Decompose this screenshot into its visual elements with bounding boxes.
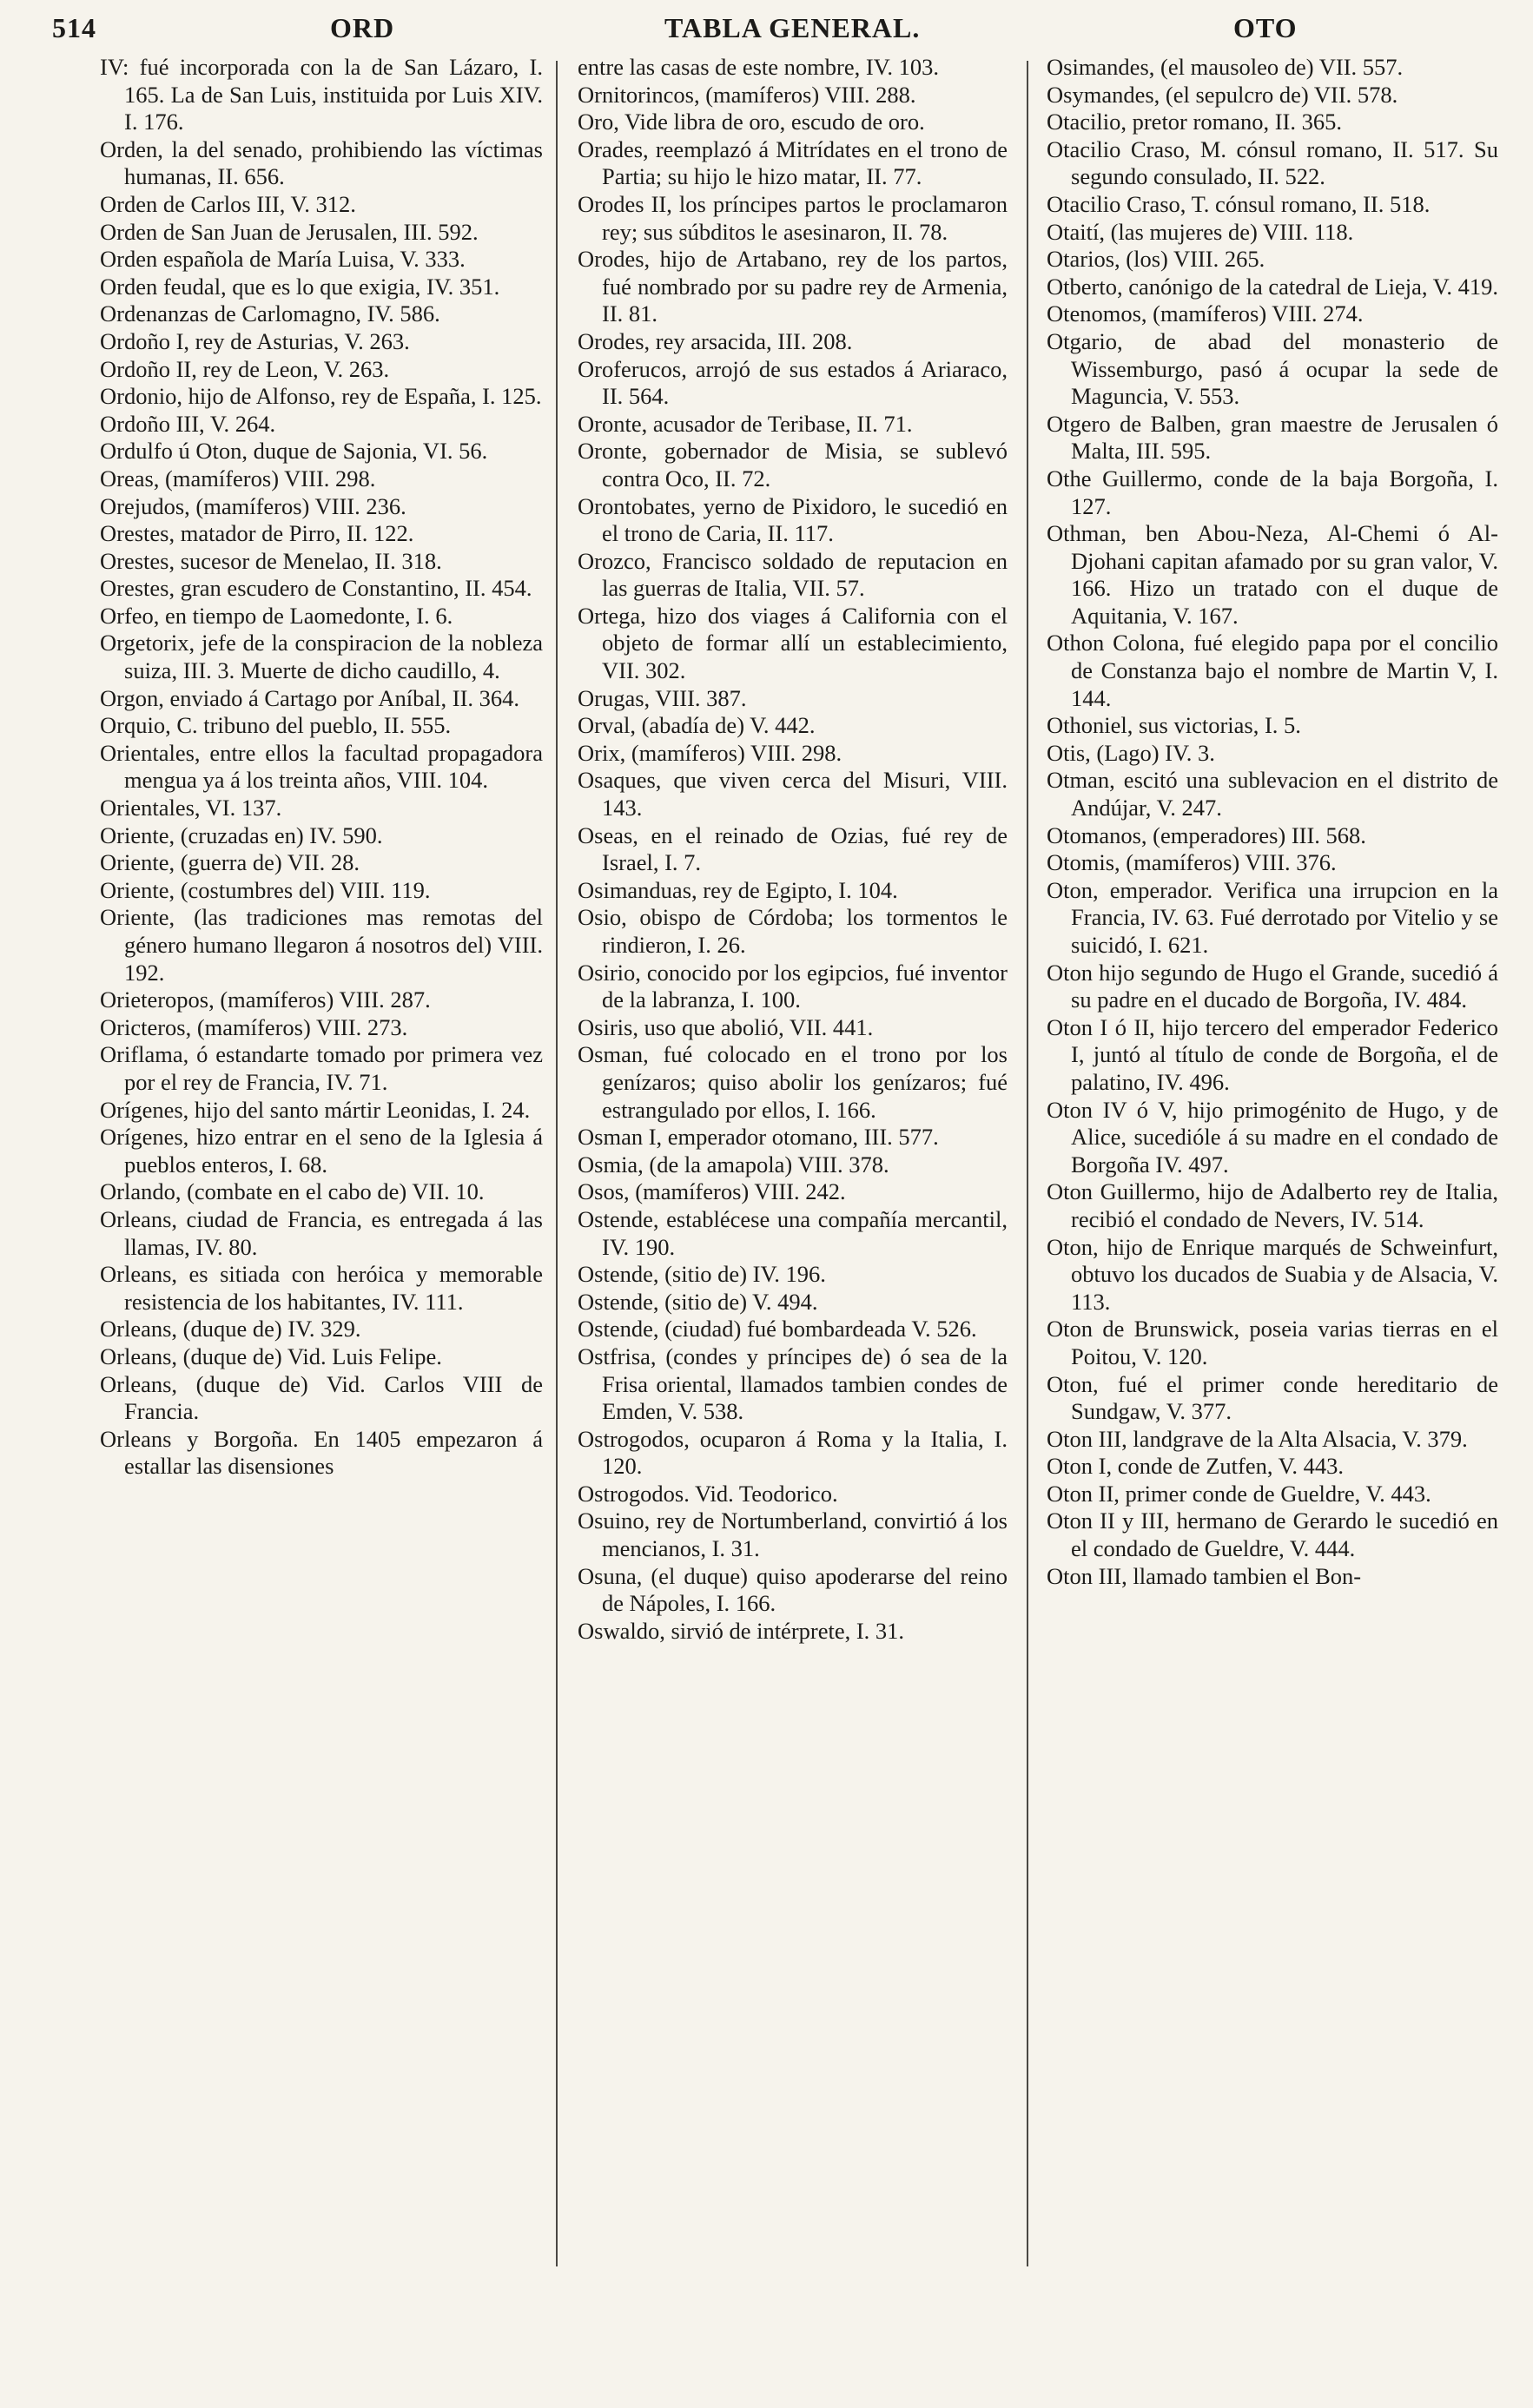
header-title: TABLA GENERAL. — [664, 12, 921, 43]
index-entry: Orleans y Borgoña. En 1405 empezaron á estallar las disensiones — [100, 1425, 543, 1480]
index-entry: Oton de Brunswick, poseia varias tierras en el Poitou, V. 120. — [1047, 1316, 1498, 1369]
index-entry: Orval, (abadía de) V. 442. — [578, 712, 816, 739]
index-entry: Orden feudal, que es lo que exigia, IV. 351. — [100, 273, 500, 300]
index-entry: Ordulfo ú Oton, duque de Sajonia, VI. 56. — [100, 438, 488, 465]
index-entry: Ortega, hizo dos viages á California con el objeto de formar allí un establecimiento, VII. 302. — [578, 602, 1008, 684]
header-left-guide-word: ORD — [330, 12, 395, 43]
column-divider — [1027, 61, 1028, 2266]
index-entry: Oriente, (las tradiciones mas remotas del género humano llegaron á nosotros del) VIII. 192. — [100, 904, 543, 986]
index-entry: Ornitorincos, (mamíferos) VIII. 288. — [578, 81, 916, 108]
index-entry: Orden, la del senado, prohibiendo las víctimas humanas, II. 656. — [100, 135, 543, 190]
index-entry: Osuino, rey de Nortumberland, convirtió á los mencianos, I. 31. — [578, 1507, 1008, 1562]
index-entry: Orgetorix, jefe de la conspiracion de la nobleza suiza, III. 3. Muerte de dicho caudillo, 4. — [100, 630, 543, 684]
index-entry: Osuna, (el duque) quiso apoderarse del reino de Nápoles, I. 166. — [578, 1562, 1008, 1617]
index-entry: Otman, escitó una sublevacion en el distrito de Andújar, V. 247. — [1047, 767, 1498, 821]
index-entry: Ostende, (ciudad) fué bombardeada V. 526. — [578, 1316, 977, 1343]
index-entry: Orígenes, hizo entrar en el seno de la Iglesia á pueblos enteros, I. 68. — [100, 1124, 543, 1178]
index-entry: Oton III, llamado tambien el Bon- — [1047, 1562, 1362, 1589]
index-entry: Osos, (mamíferos) VIII. 242. — [578, 1178, 846, 1205]
index-entry: Oricteros, (mamíferos) VIII. 273. — [100, 1013, 408, 1040]
index-entry: Ordenanzas de Carlomagno, IV. 586. — [100, 300, 440, 327]
index-entry: Othoniel, sus victorias, I. 5. — [1047, 712, 1301, 739]
index-entry: Oton III, landgrave de la Alta Alsacia, V. 379. — [1047, 1425, 1468, 1452]
index-entry: Othon Colona, fué elegido papa por el concilio de Constanza bajo el nombre de Martin V, I. 144. — [1047, 630, 1498, 711]
index-entry: Osimanduas, rey de Egipto, I. 104. — [578, 876, 898, 903]
index-entry: Oton hijo segundo de Hugo el Grande, sucedió á su padre en el ducado de Borgoña, IV. 484. — [1047, 959, 1498, 1013]
index-entry: Oton, emperador. Verifica una irrupcion en la Francia, IV. 63. Fué derrotado por Vitelio y se suicidó, I. 621. — [1047, 876, 1498, 958]
index-entry: Otis, (Lago) IV. 3. — [1047, 739, 1215, 766]
index-entry: Orleans, ciudad de Francia, es entregada á las llamas, IV. 80. — [100, 1205, 543, 1260]
index-entry: Otacilio, pretor romano, II. 365. — [1047, 109, 1342, 135]
index-entry: Oton II y III, hermano de Gerardo le sucedió en el condado de Gueldre, V. 444. — [1047, 1507, 1498, 1562]
index-entry: Oriente, (guerra de) VII. 28. — [100, 849, 360, 876]
index-entry: Osimandes, (el mausoleo de) VII. 557. — [1047, 54, 1404, 80]
index-entry: Orfeo, en tiempo de Laomedonte, I. 6. — [100, 602, 453, 629]
index-entry: Orleans, es sitiada con heróica y memorable resistencia de los habitantes, IV. 111. — [100, 1261, 543, 1315]
index-entry: Otomanos, (emperadores) III. 568. — [1047, 821, 1366, 848]
index-entry: Oroferucos, arrojó de sus estados á Ariaraco, II. 564. — [578, 355, 1008, 410]
index-entry: Orodes, hijo de Artabano, rey de los partos, fué nombrado por su padre rey de Armenia, II. 81. — [578, 246, 1008, 327]
page-header — [52, 12, 1494, 56]
index-entry: Ordoño I, rey de Asturias, V. 263. — [100, 327, 410, 354]
index-entry: Orodes, rey arsacida, III. 208. — [578, 327, 853, 354]
index-entry: Othman, ben Abou-Neza, Al-Chemi ó Al-Djohani capitan afamado por su gran valor, V. 166. Hizo un tratado con el duque de Aquitania, V. 167. — [1047, 520, 1498, 629]
index-entry: Orestes, matador de Pirro, II. 122. — [100, 520, 414, 547]
index-entry: Orieteropos, (mamíferos) VIII. 287. — [100, 986, 431, 1013]
index-column-2 — [578, 54, 1008, 2294]
index-entry: Osio, obispo de Córdoba; los tormentos le rindieron, I. 26. — [578, 904, 1008, 958]
index-entry: Orades, reemplazó á Mitrídates en el trono de Partia; su hijo le hizo matar, II. 77. — [578, 135, 1008, 190]
index-entry: Ostrogodos. Vid. Teodorico. — [578, 1480, 838, 1507]
index-entry: Orden española de María Luisa, V. 333. — [100, 246, 466, 273]
index-entry: Oton II, primer conde de Gueldre, V. 443. — [1047, 1480, 1431, 1507]
index-entry: Osymandes, (el sepulcro de) VII. 578. — [1047, 81, 1398, 108]
header-right-guide-word: OTO — [1233, 12, 1298, 43]
index-entry: Otarios, (los) VIII. 265. — [1047, 246, 1265, 273]
index-entry: Oriflama, ó estandarte tomado por primera vez por el rey de Francia, IV. 71. — [100, 1041, 543, 1095]
index-entry: Osman I, emperador otomano, III. 577. — [578, 1124, 939, 1151]
index-entry: Oton I, conde de Zutfen, V. 443. — [1047, 1453, 1344, 1480]
index-entry: Osirio, conocido por los egipcios, fué inventor de la labranza, I. 100. — [578, 959, 1008, 1013]
index-entry: Orleans, (duque de) Vid. Carlos VIII de Francia. — [100, 1370, 543, 1425]
index-entry: Osmia, (de la amapola) VIII. 378. — [578, 1151, 889, 1178]
index-entry: entre las casas de este nombre, IV. 103. — [578, 54, 940, 80]
index-entry: Ostrogodos, ocuparon á Roma y la Italia, I. 120. — [578, 1425, 1008, 1480]
index-entry: Ostfrisa, (condes y príncipes de) ó sea de la Frisa oriental, llamados tambien condes de Emden, V. 538. — [578, 1343, 1008, 1425]
index-entry: Oreas, (mamíferos) VIII. 298. — [100, 465, 376, 491]
index-entry: Orden de San Juan de Jerusalen, III. 592. — [100, 218, 479, 245]
index-entry: Orígenes, hijo del santo mártir Leonidas, I. 24. — [100, 1096, 531, 1123]
index-entry: Orden de Carlos III, V. 312. — [100, 190, 356, 217]
index-column-3 — [1047, 54, 1498, 2294]
index-entry: Ordoño II, rey de Leon, V. 263. — [100, 355, 390, 382]
index-entry: Otgario, de abad del monasterio de Wissemburgo, pasó á ocupar la sede de Maguncia, V. 553. — [1047, 327, 1498, 410]
index-entry: Orgon, enviado á Cartago por Aníbal, II. 364. — [100, 684, 520, 711]
index-entry: Oseas, en el reinado de Ozias, fué rey de Israel, I. 7. — [578, 821, 1008, 876]
index-entry: Orugas, VIII. 387. — [578, 684, 747, 711]
index-entry: Orodes II, los príncipes partos le proclamaron rey; sus súbditos le asesinaron, II. 78. — [578, 190, 1008, 245]
index-entry: Orquio, C. tribuno del pueblo, II. 555. — [100, 712, 452, 739]
index-entry: Oro, Vide libra de oro, escudo de oro. — [578, 109, 925, 135]
index-entry: Otomis, (mamíferos) VIII. 376. — [1047, 849, 1337, 876]
index-entry: Orontobates, yerno de Pixidoro, le sucedió en el trono de Caria, II. 117. — [578, 492, 1008, 547]
page-number: 514 — [52, 12, 96, 43]
index-entry: Oriente, (cruzadas en) IV. 590. — [100, 821, 383, 848]
index-entry: Orestes, gran escudero de Constantino, II. 454. — [100, 575, 532, 602]
index-entry: Otacilio Craso, M. cónsul romano, II. 517. Su segundo consulado, II. 522. — [1047, 135, 1498, 190]
column-divider — [556, 61, 558, 2266]
index-entry: Oronte, gobernador de Misia, se sublevó contra Oco, II. 72. — [578, 438, 1008, 491]
index-entry: Osiris, uso que abolió, VII. 441. — [578, 1013, 874, 1040]
index-entry: Otaití, (las mujeres de) VIII. 118. — [1047, 218, 1354, 245]
index-entry: Oronte, acusador de Teribase, II. 71. — [578, 410, 913, 437]
index-entry: Oswaldo, sirvió de intérprete, I. 31. — [578, 1617, 905, 1644]
index-entry: Othe Guillermo, conde de la baja Borgoña, I. 127. — [1047, 465, 1498, 519]
index-entry: Osman, fué colocado en el trono por los genízaros; quiso abolir los genízaros; fué estrangulado por ellos, I. 166. — [578, 1041, 1008, 1123]
index-entry: Otgero de Balben, gran maestre de Jerusalen ó Malta, III. 595. — [1047, 410, 1498, 465]
index-entry: Oton, hijo de Enrique marqués de Schweinfurt, obtuvo los ducados de Suabia y de Alsacia, V. 113. — [1047, 1233, 1498, 1315]
index-entry: Orientales, entre ellos la facultad propagadora mengua ya á los treinta años, VIII. 104. — [100, 739, 543, 794]
index-entry: Oriente, (costumbres del) VIII. 119. — [100, 876, 431, 903]
index-entry: Otberto, canónigo de la catedral de Lieja, V. 419. — [1047, 273, 1498, 300]
index-entry: Oton I ó II, hijo tercero del emperador Federico I, juntó al título de conde de Borgoña, el de palatino, IV. 496. — [1047, 1013, 1498, 1095]
index-entry: Orozco, Francisco soldado de reputacion en las guerras de Italia, VII. 57. — [578, 547, 1008, 602]
index-entry: IV: fué incorporada con la de San Lázaro, I. 165. La de San Luis, instituida por Luis XIV. I. 176. — [100, 54, 543, 135]
index-entry: Orientales, VI. 137. — [100, 795, 282, 821]
index-entry: Orlando, (combate en el cabo de) VII. 10. — [100, 1178, 485, 1205]
index-entry: Ordonio, hijo de Alfonso, rey de España, I. 125. — [100, 383, 542, 410]
index-entry: Otenomos, (mamíferos) VIII. 274. — [1047, 300, 1364, 327]
index-entry: Otacilio Craso, T. cónsul romano, II. 518. — [1047, 190, 1431, 217]
index-entry: Orleans, (duque de) IV. 329. — [100, 1316, 361, 1343]
index-entry: Ostende, (sitio de) IV. 196. — [578, 1261, 826, 1288]
index-entry: Ordoño III, V. 264. — [100, 410, 276, 437]
index-entry: Oton, fué el primer conde hereditario de Sundgaw, V. 377. — [1047, 1370, 1498, 1425]
index-entry: Ostende, (sitio de) V. 494. — [578, 1288, 818, 1315]
index-entry: Ostende, establécese una compañía mercantil, IV. 190. — [578, 1205, 1008, 1260]
index-entry: Orejudos, (mamíferos) VIII. 236. — [100, 492, 406, 519]
index-entry: Osaques, que viven cerca del Misuri, VIII. 143. — [578, 767, 1008, 821]
index-entry: Orix, (mamíferos) VIII. 298. — [578, 739, 842, 766]
index-column-1 — [100, 54, 543, 2294]
index-entry: Oton IV ó V, hijo primogénito de Hugo, y de Alice, sucedióle á su madre en el condado de Borgoña IV. 497. — [1047, 1096, 1498, 1178]
index-entry: Oton Guillermo, hijo de Adalberto rey de Italia, recibió el condado de Nevers, IV. 514. — [1047, 1178, 1498, 1232]
index-entry: Orestes, sucesor de Menelao, II. 318. — [100, 547, 442, 574]
index-entry: Orleans, (duque de) Vid. Luis Felipe. — [100, 1343, 442, 1369]
